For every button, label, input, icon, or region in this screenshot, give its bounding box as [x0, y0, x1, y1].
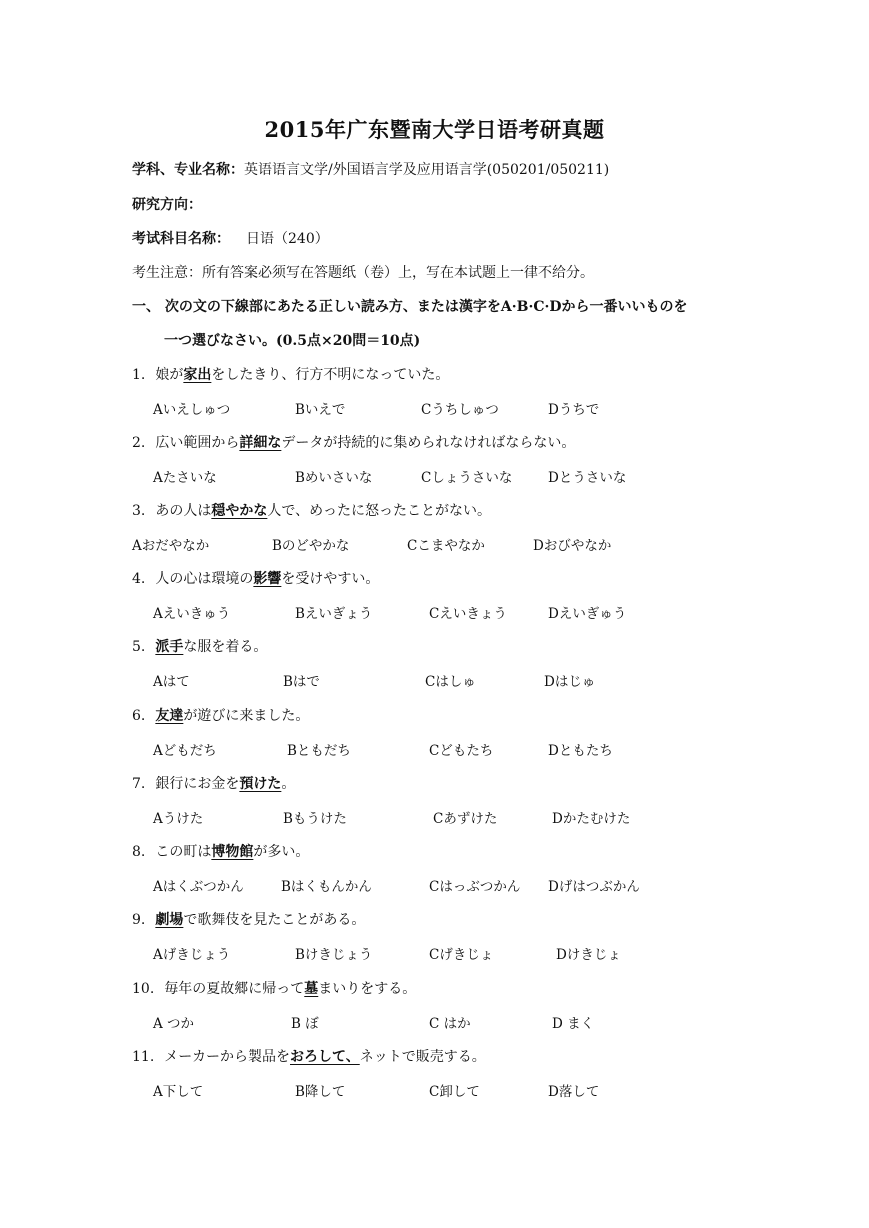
option-c: Cうちしゅつ — [421, 402, 499, 418]
direction-label: 研究方向： — [132, 197, 202, 213]
exam-notice: 考生注意：所有答案必须写在答题纸（卷）上，写在本试题上一律不给分。 — [132, 265, 594, 281]
question-number: 11. — [132, 1049, 155, 1065]
option-c: C卸して — [429, 1084, 480, 1100]
option-a: A つか — [153, 1016, 195, 1032]
option-c: Cはしゅ — [425, 674, 476, 690]
question-text-before: 毎年の夏故郷に帰って — [164, 981, 305, 997]
question-6 — [132, 705, 309, 725]
question-text-before: この町は — [155, 844, 212, 860]
underlined-word: 預けた — [239, 776, 282, 792]
option-c: Cげきじょ — [429, 947, 494, 963]
question-number: 6. — [132, 708, 146, 724]
option-b: Bけきじょう — [295, 947, 373, 963]
option-d: Dけきじょ — [556, 947, 621, 963]
option-d: Dともたち — [548, 743, 613, 759]
question-8 — [132, 841, 309, 861]
section1-instruction-line2: 一つ選びなさい。(0.5点×20問＝10点) — [164, 333, 421, 349]
option-b: Bのどやかな — [272, 538, 350, 554]
option-c: Cあずけた — [433, 811, 498, 827]
option-b: Bはくもんかん — [281, 879, 372, 895]
option-d: D まく — [552, 1016, 595, 1032]
option-b: Bもうけた — [283, 811, 347, 827]
option-b: Bはで — [283, 674, 320, 690]
question-number: 8. — [132, 844, 146, 860]
option-b: B降して — [295, 1084, 346, 1100]
major-line — [132, 159, 609, 179]
question-11 — [132, 1046, 486, 1066]
option-a: Aたさいな — [153, 470, 217, 486]
question-text-before: メーカーから製品を — [164, 1049, 290, 1065]
option-a: Aえいきゅう — [153, 606, 231, 622]
question-3 — [132, 500, 491, 520]
option-a: Aどもだち — [153, 743, 217, 759]
question-text-after: をしたきり、行方不明になっていた。 — [211, 367, 450, 383]
question-5 — [132, 636, 267, 656]
question-text-before: 人の心は環境の — [155, 571, 254, 587]
question-text-before: 銀行にお金を — [155, 776, 240, 792]
exam-title: 2015年广东暨南大学日语考研真题 — [264, 117, 605, 142]
question-text-after: で歌舞伎を見たことがある。 — [183, 912, 366, 928]
option-a: Aげきじょう — [153, 947, 231, 963]
question-9 — [132, 909, 365, 929]
option-c: Cこまやなか — [407, 538, 485, 554]
section1-instruction-line1: 一、 次の文の下線部にあたる正しい読み方、または漢字をA·B·C·Dから一番いいものを — [132, 299, 688, 315]
subject-value: 日语（240） — [246, 231, 329, 247]
option-d: Dえいぎゅう — [548, 606, 627, 622]
option-b: Bめいさいな — [295, 470, 373, 486]
underlined-word: 劇場 — [155, 912, 184, 928]
question-text-after: データが持続的に集められなければならない。 — [281, 435, 576, 451]
question-number: 9. — [132, 912, 146, 928]
option-b: Bえいぎょう — [295, 606, 373, 622]
option-b: B ぼ — [291, 1016, 319, 1032]
option-a: A下して — [153, 1084, 204, 1100]
option-c: C はか — [429, 1016, 471, 1032]
option-a: Aはくぶつかん — [153, 879, 244, 895]
question-number: 7. — [132, 776, 146, 792]
question-text-before: 広い範囲から — [155, 435, 240, 451]
option-a: Aはて — [153, 674, 190, 690]
question-10 — [132, 978, 416, 998]
underlined-word: 家出 — [183, 367, 212, 383]
question-text-after: ネットで販売する。 — [359, 1049, 486, 1065]
option-c: Cどもたち — [429, 743, 494, 759]
major-value: 英语语言文学/外国语言学及应用语言学(050201/050211) — [244, 162, 610, 178]
underlined-word: 友達 — [155, 708, 184, 724]
option-d: Dはじゅ — [544, 674, 596, 690]
underlined-word: 派手 — [155, 639, 184, 655]
option-a: Aおだやなか — [132, 538, 210, 554]
question-number: 5. — [132, 639, 146, 655]
option-d: D落して — [548, 1084, 600, 1100]
underlined-word: 博物館 — [211, 844, 254, 860]
option-d: Dうちで — [548, 402, 600, 418]
underlined-word: 墓 — [304, 981, 319, 997]
major-label: 学科、专业名称： — [132, 162, 244, 178]
underlined-word: 穏やかな — [211, 503, 268, 519]
question-1 — [132, 364, 449, 384]
question-2 — [132, 432, 575, 452]
question-text-after: が多い。 — [253, 844, 310, 860]
question-text-after: な服を着る。 — [183, 639, 268, 655]
option-d: Dかたむけた — [552, 811, 631, 827]
option-d: Dおびやなか — [533, 538, 612, 554]
option-c: Cはっぶつかん — [429, 879, 521, 895]
question-number: 3. — [132, 503, 146, 519]
option-c: Cしょうさいな — [421, 470, 513, 486]
underlined-word: おろして、 — [290, 1049, 360, 1065]
question-number: 10. — [132, 981, 155, 997]
option-a: Aうけた — [153, 811, 204, 827]
underlined-word: 影響 — [253, 571, 282, 587]
subject-label: 考试科目名称： — [132, 231, 230, 247]
underlined-word: 詳細な — [239, 435, 282, 451]
option-b: Bともだち — [287, 743, 351, 759]
question-text-after: が遊びに来ました。 — [183, 708, 310, 724]
question-7 — [132, 773, 295, 793]
option-d: Dげはつぶかん — [548, 879, 640, 895]
subject-line — [132, 228, 329, 248]
option-c: Cえいきょう — [429, 606, 507, 622]
question-text-before: 娘が — [155, 367, 184, 383]
question-number: 2. — [132, 435, 146, 451]
question-number: 4. — [132, 571, 146, 587]
option-b: Bいえで — [295, 402, 346, 418]
question-text-after: 。 — [281, 776, 296, 792]
option-a: Aいえしゅつ — [153, 402, 231, 418]
question-text-after: まいりをする。 — [318, 981, 417, 997]
question-text-before: あの人は — [155, 503, 212, 519]
question-4 — [132, 568, 379, 588]
question-number: 1. — [132, 367, 146, 383]
option-d: Dとうさいな — [548, 470, 627, 486]
question-text-after: を受けやすい。 — [281, 571, 380, 587]
question-text-after: 人で、めったに怒ったことがない。 — [267, 503, 491, 519]
